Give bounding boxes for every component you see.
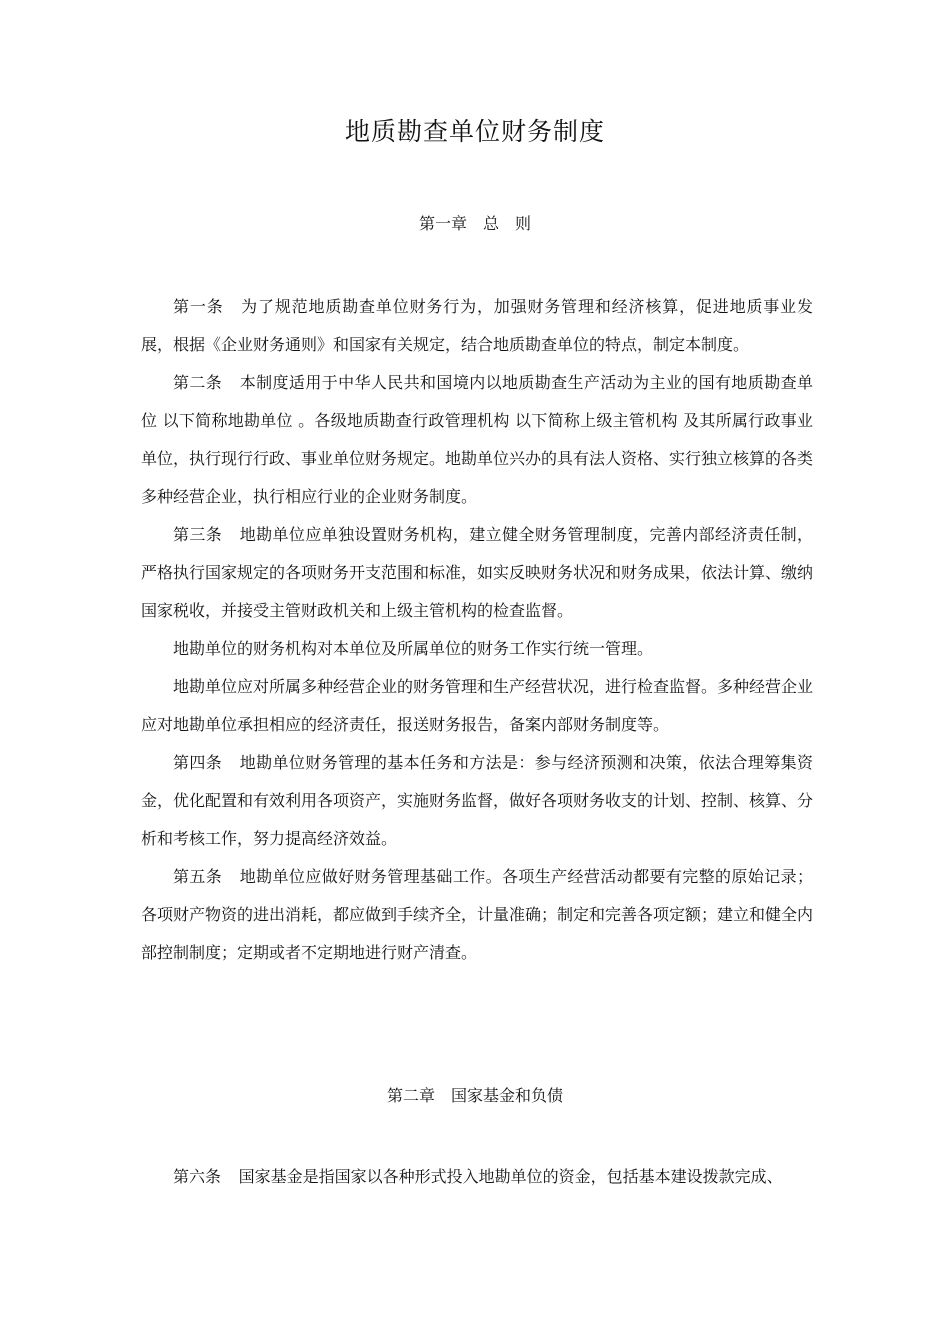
paragraph-text: 地勘单位的财务机构对本单位及所属单位的财务工作实行统一管理。 xyxy=(173,639,654,658)
article-number: 第三条 xyxy=(173,525,223,544)
article-number: 第二条 xyxy=(173,373,223,392)
article-number: 第五条 xyxy=(173,867,223,886)
article-3-clause-paragraph xyxy=(141,668,813,744)
article-number: 第四条 xyxy=(173,753,223,772)
article-3-paragraph xyxy=(141,516,813,630)
article-text: 本制度适用于中华人民共和国境内以地质勘查生产活动为主业的国有地质勘查单位 以下简称地勘单位 。各级地质勘查行政管理机构 以下简称上级主管机构 及其所属行政事业单位，执行现行行政、事业单位财务规定。地勘单位兴办的具有法人资格、实行独立核算的各类多种经营企业，执行相应行业的企业财务制度。 xyxy=(141,373,814,506)
article-text: 为了规范地质勘查单位财务行为，加强财务管理和经济核算，促进地质事业发展，根据《企业财务通则》和国家有关规定，结合地质勘查单位的特点，制定本制度。 xyxy=(141,297,813,354)
article-4-paragraph xyxy=(141,744,813,858)
article-number: 第一条 xyxy=(173,297,224,316)
article-text: 地勘单位财务管理的基本任务和方法是：参与经济预测和决策，依法合理筹集资金，优化配置和有效利用各项资产，实施财务监督，做好各项财务收支的计划、控制、核算、分析和考核工作，努力提高经济效益。 xyxy=(141,753,814,848)
chapter-1-body xyxy=(141,288,813,972)
article-number: 第六条 xyxy=(173,1167,222,1186)
article-1-paragraph xyxy=(141,288,813,364)
chapter-heading-2: 第二章 国家基金和负债 xyxy=(386,1086,563,1105)
article-6-paragraph xyxy=(141,1158,813,1196)
article-text: 国家基金是指国家以各种形式投入地勘单位的资金，包括基本建设拨款完成、 xyxy=(238,1167,783,1186)
article-3-clause-paragraph xyxy=(141,630,813,668)
article-2-paragraph xyxy=(141,364,813,516)
article-text: 地勘单位应做好财务管理基础工作。各项生产经营活动都要有完整的原始记录；各项财产物资的进出消耗，都应做到手续齐全，计量准确；制定和完善各项定额；建立和健全内部控制制度；定期或者不定期地进行财产清查。 xyxy=(141,867,814,962)
article-5-paragraph xyxy=(141,858,813,972)
document-title: 地质勘查单位财务制度 xyxy=(344,117,605,146)
chapter-2-body xyxy=(141,1158,813,1196)
paragraph-text: 地勘单位应对所属多种经营企业的财务管理和生产经营状况，进行检查监督。多种经营企业应对地勘单位承担相应的经济责任，报送财务报告，备案内部财务制度等。 xyxy=(141,677,814,734)
chapter-heading-1: 第一章 总 则 xyxy=(418,214,531,233)
article-text: 地勘单位应单独设置财务机构，建立健全财务管理制度，完善内部经济责任制，严格执行国家规定的各项财务开支范围和标准，如实反映财务状况和财务成果，依法计算、缴纳国家税收，并接受主管财政机关和上级主管机构的检查监督。 xyxy=(141,525,814,620)
